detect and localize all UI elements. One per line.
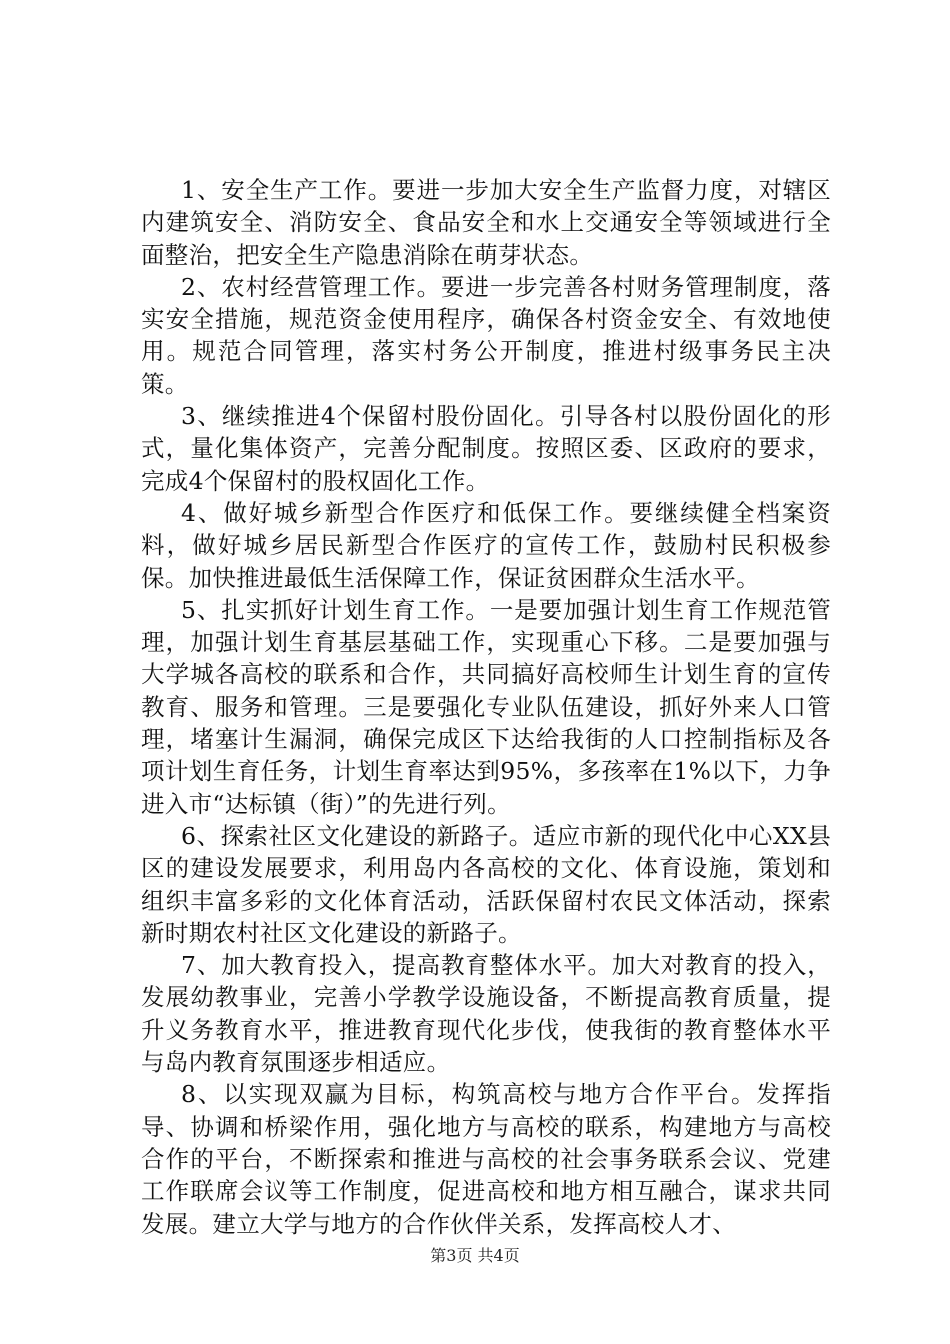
paragraph-5: 5、扎实抓好计划生育工作。一是要加强计划生育工作规范管理，加强计划生育基层基础工作，实现重心下移。二是要加强与大学城各高校的联系和合作，共同搞好高校师生计划生育的宣传教育、服务和管理。三是要强化专业队伍建设，抓好外来人口管理，堵塞计生漏洞，确保完成区下达给我街的人口控制指标及各项计划生育任务，计划生育率达到95%，多孩率在1%以下，力争进入市“达标镇（街）”的先进行列。 — [141, 595, 831, 818]
paragraph-7: 7、加大教育投入，提高教育整体水平。加大对教育的投入，发展幼教事业，完善小学教学设施设备，不断提高教育质量，提升义务教育水平，推进教育现代化步伐，使我街的教育整体水平与岛内教育氛围逐步相适应。 — [141, 951, 831, 1077]
paragraph-4: 4、做好城乡新型合作医疗和低保工作。要继续健全档案资料，做好城乡居民新型合作医疗的宣传工作，鼓励村民积极参保。加快推进最低生活保障工作，保证贫困群众生活水平。 — [141, 498, 831, 592]
paragraph-1: 1、安全生产工作。要进一步加大安全生产监督力度，对辖区内建筑安全、消防安全、食品安全和水上交通安全等领域进行全面整治，把安全生产隐患消除在萌芽状态。 — [141, 176, 831, 269]
paragraph-3: 3、继续推进4个保留村股份固化。引导各村以股份固化的形式，量化集体资产，完善分配制度。按照区委、区政府的要求，完成4个保留村的股权固化工作。 — [141, 402, 831, 495]
paragraph-8: 8、以实现双赢为目标，构筑高校与地方合作平台。发挥指导、协调和桥梁作用，强化地方与高校的联系，构建地方与高校合作的平台，不断探索和推进与高校的社会事务联系会议、党建工作联席会议等工作制度，促进高校和地方相互融合，谋求共同发展。建立大学与地方的合作伙伴关系，发挥高校人才、 — [141, 1080, 831, 1238]
paragraph-6: 6、探索社区文化建设的新路子。适应市新的现代化中心XX县区的建设发展要求，利用岛内各高校的文化、体育设施，策划和组织丰富多彩的文化体育活动，活跃保留村农民文体活动，探索新时期农村社区文化建设的新路子。 — [141, 821, 831, 947]
document-body — [141, 174, 831, 1240]
paragraph-2: 2、农村经营管理工作。要进一步完善各村财务管理制度，落实安全措施，规范资金使用程序，确保各村资金安全、有效地使用。规范合同管理，落实村务公开制度，推进村级事务民主决策。 — [141, 272, 831, 398]
page-number-footer: 第3页 共4页 — [430, 1246, 520, 1265]
